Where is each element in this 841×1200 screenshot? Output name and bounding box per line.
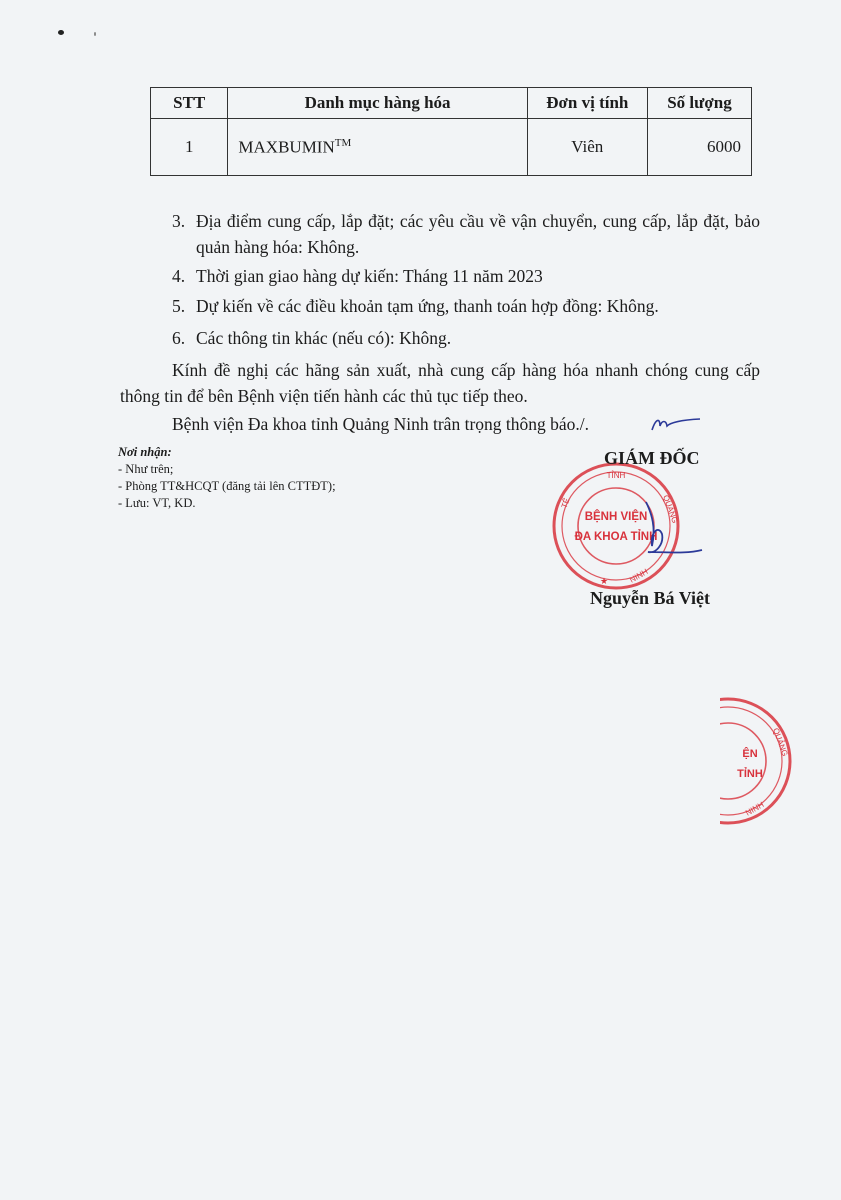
item-text: Dự kiến về các điều khoản tạm ứng, thanh toán hợp đồng: Không. bbox=[196, 296, 659, 316]
table-header-row bbox=[151, 88, 752, 119]
seal-line-2: ĐA KHOA TỈNH bbox=[574, 531, 658, 543]
svg-text:★: ★ bbox=[599, 576, 609, 586]
initial-mark-icon bbox=[650, 414, 702, 436]
recipient-line: - Lưu: VT, KD. bbox=[118, 496, 196, 510]
scan-speck bbox=[94, 32, 96, 36]
header-quantity: Số lượng bbox=[647, 88, 751, 119]
request-paragraph bbox=[120, 357, 760, 409]
item-number: 4. bbox=[172, 266, 186, 286]
list-item bbox=[172, 325, 760, 351]
seal-ring-left: TẾ bbox=[559, 496, 572, 510]
list-item bbox=[172, 208, 760, 260]
trademark-sup: TM bbox=[334, 136, 352, 149]
recipients-block bbox=[118, 444, 336, 512]
cell-quantity: 6000 bbox=[647, 119, 751, 176]
goods-table bbox=[150, 87, 752, 176]
partial-seal bbox=[720, 695, 800, 827]
recipients-label: Nơi nhận: bbox=[118, 445, 172, 459]
header-goods-name: Danh mục hàng hóa bbox=[228, 88, 527, 119]
cell-goods-name bbox=[228, 119, 527, 176]
request-text: Kính đề nghị các hãng sản xuất, nhà cung cấp hàng hóa nhanh chóng cung cấp thông tin để bên Bệnh viện tiến hành các thủ tục tiếp theo. bbox=[120, 360, 760, 406]
item-number: 3. bbox=[172, 211, 186, 231]
cell-unit: Viên bbox=[527, 119, 647, 176]
item-number: 5. bbox=[172, 296, 186, 316]
item-text: Các thông tin khác (nếu có): Không. bbox=[196, 328, 452, 348]
cell-stt: 1 bbox=[151, 119, 228, 176]
closing-text: Bệnh viện Đa khoa tỉnh Quảng Ninh trân trọng thông báo./. bbox=[172, 414, 590, 434]
list-item bbox=[172, 293, 760, 319]
seal-ring-right: QUẢNG bbox=[661, 493, 680, 525]
goods-name-text: MAXBUMIN bbox=[238, 137, 335, 157]
signer-name: Nguyễn Bá Việt bbox=[590, 588, 711, 608]
recipient-line: - Như trên; bbox=[118, 462, 174, 476]
seal-ring-bottom: NINH bbox=[628, 567, 650, 585]
item-number: 6. bbox=[172, 328, 186, 348]
signer-title: GIÁM ĐỐC bbox=[604, 448, 700, 468]
recipient-line: - Phòng TT&HCQT (đăng tải lên CTTĐT); bbox=[118, 479, 336, 493]
table-row bbox=[151, 119, 752, 176]
scan-speck bbox=[58, 30, 64, 35]
partial-seal-ring-bottom: NINH bbox=[744, 800, 766, 818]
item-text: Thời gian giao hàng dự kiến: Tháng 11 năm 2023 bbox=[196, 266, 543, 286]
header-unit: Đơn vị tính bbox=[527, 88, 647, 119]
list-item bbox=[172, 263, 760, 289]
partial-seal-text-1: ỆN bbox=[742, 748, 758, 760]
seal-line-1: BỆNH VIỆN bbox=[584, 511, 648, 523]
partial-seal-text-2: TỈNH bbox=[737, 768, 763, 780]
header-stt: STT bbox=[151, 88, 228, 119]
partial-seal-ring-right: QUẢNG bbox=[771, 726, 790, 758]
signature-scribble-icon bbox=[628, 494, 706, 566]
item-text: Địa điểm cung cấp, lắp đặt; các yêu cầu về vận chuyển, cung cấp, lắp đặt, bảo quản hàng hóa: Không. bbox=[196, 211, 760, 257]
seal-ring-top: TỈNH bbox=[606, 471, 626, 480]
